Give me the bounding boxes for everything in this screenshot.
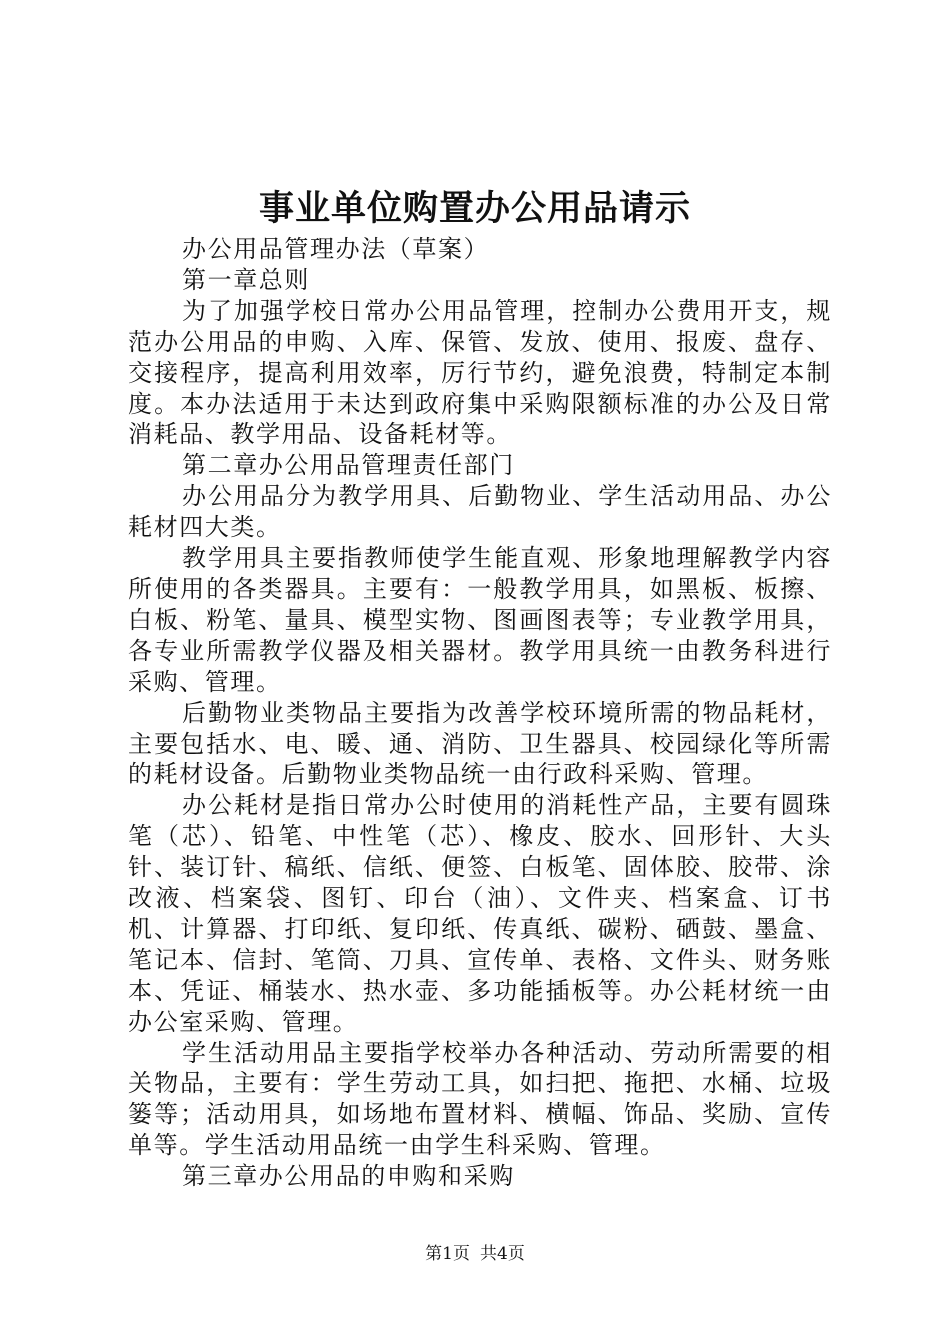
chapter-heading: 第二章办公用品管理责任部门 bbox=[182, 451, 515, 480]
paragraph: 为了加强学校日常办公用品管理，控制办公费用开支，规范办公用品的申购、入库、保管、发放、使用、报废、盘存、交接程序，提高利用效率，厉行节约，避免浪费，特制定本制度。本办法适用于未达到政府集中采购限额标准的办公及日常消耗品、教学用品、设备耗材等。 bbox=[128, 296, 832, 449]
document-title: 事业单位购置办公用品请示 bbox=[258, 188, 691, 229]
chapter-heading: 第一章总则 bbox=[182, 265, 310, 294]
page-number: 第1页 bbox=[425, 1244, 470, 1264]
chapter-heading: 第三章办公用品的申购和采购 bbox=[182, 1162, 515, 1191]
paragraph: 办公耗材是指日常办公时使用的消耗性产品，主要有圆珠笔（芯）、铅笔、中性笔（芯）、橡皮、胶水、回形针、大头针、装订针、稿纸、信纸、便签、白板笔、固体胶、胶带、涂改液、档案袋、图钉、印台（油）、文件夹、档案盒、订书机、计算器、打印纸、复印纸、传真纸、碳粉、硒鼓、墨盒、笔记本、信封、笔筒、刀具、宣传单、表格、文件头、财务账本、凭证、桶装水、热水壶、多功能插板等。办公耗材统一由办公室采购、管理。 bbox=[128, 791, 832, 1036]
page-total: 共4页 bbox=[480, 1244, 525, 1264]
paragraph: 后勤物业类物品主要指为改善学校环境所需的物品耗材，主要包括水、电、暖、通、消防、卫生器具、校园绿化等所需的耗材设备。后勤物业类物品统一由行政科采购、管理。 bbox=[128, 698, 832, 789]
document-body bbox=[128, 234, 832, 1192]
paragraph: 办公用品分为教学用具、后勤物业、学生活动用品、办公耗材四大类。 bbox=[128, 482, 832, 542]
paragraph: 学生活动用品主要指学校举办各种活动、劳动所需要的相关物品，主要有：学生劳动工具，如扫把、拖把、水桶、垃圾篓等；活动用具，如场地布置材料、横幅、饰品、奖励、宣传单等。学生活动用品统一由学生科采购、管理。 bbox=[128, 1038, 832, 1160]
paragraph: 教学用具主要指教师使学生能直观、形象地理解教学内容所使用的各类器具。主要有：一般教学用具，如黑板、板擦、白板、粉笔、量具、模型实物、图画图表等；专业教学用具，各专业所需教学仪器及相关器材。教学用具统一由教务科进行采购、管理。 bbox=[128, 544, 832, 696]
paragraph-subtitle: 办公用品管理办法（草案） bbox=[182, 235, 490, 263]
page-footer bbox=[0, 1242, 950, 1266]
